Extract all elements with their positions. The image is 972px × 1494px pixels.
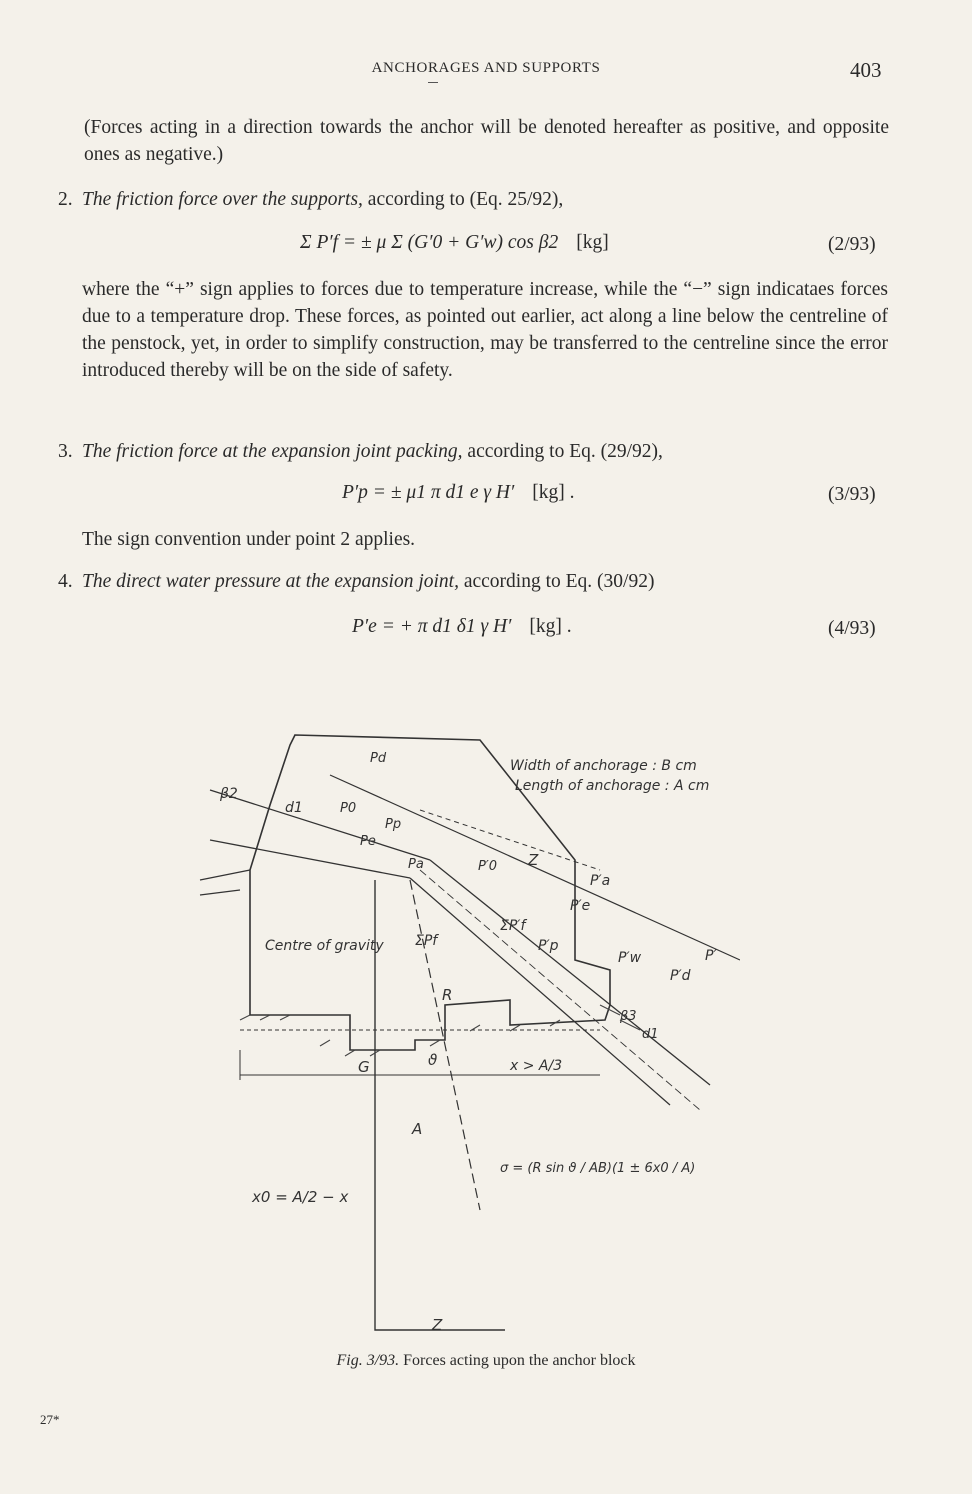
label-pe-top: Pe <box>360 834 376 849</box>
label-length: Length of anchorage : A cm <box>515 778 710 794</box>
equation-body: P′p = ± μ1 π d1 e γ H′ <box>342 482 515 503</box>
label-centre: Centre of gravity <box>265 938 384 954</box>
label-r: R <box>442 986 453 1004</box>
label-x0: x0 = A/2 − x <box>252 1188 349 1206</box>
label-sum-pf-left: ΣPf <box>415 933 438 949</box>
label-beta3: β3 <box>620 1009 637 1024</box>
equation-number: (4/93) <box>828 618 876 639</box>
dash-z <box>420 810 600 870</box>
item-lead: according to Eq. (30/92) <box>458 571 655 592</box>
equation-body: P′e = + π d1 δ1 γ H′ <box>352 616 512 637</box>
label-z-bottom: Z <box>432 1316 443 1334</box>
signature-mark: 27* <box>40 1412 60 1427</box>
anchor-block-figure <box>180 720 740 1350</box>
label-z-top: Z <box>528 851 539 869</box>
label-pp-prime: P′ <box>705 948 717 964</box>
item-title: The direct water pressure at the expansion joint, <box>82 571 459 592</box>
item-3 <box>58 438 898 468</box>
label-pp: P′p <box>538 938 559 954</box>
label-sigma: σ = (R sin ϑ / AB)(1 ± 6x0 / A) <box>500 1161 696 1176</box>
item-title: The friction force over the supports, <box>82 189 363 210</box>
item-3-text: The sign convention under point 2 applies. <box>82 529 416 550</box>
item-lead: according to Eq. (29/92), <box>462 441 663 462</box>
label-beta2: β2 <box>220 786 238 802</box>
intro-paragraph: (Forces acting in a direction towards the anchor will be denoted hereafter as positive, and opposite ones as negative.) <box>84 117 889 165</box>
label-pp-top: Pp <box>385 817 402 832</box>
label-d1-right: d1 <box>642 1027 659 1042</box>
equation-unit: [kg] <box>576 232 609 253</box>
equation-2 <box>300 232 609 254</box>
penstock-centre-right <box>420 870 700 1110</box>
item-heading <box>82 438 892 465</box>
label-theta: ϑ <box>428 1051 438 1069</box>
label-sum-pf: ΣP′f <box>500 918 526 934</box>
page-number: 403 <box>850 58 882 82</box>
equation-number: (3/93) <box>828 484 876 505</box>
label-pe: P′e <box>570 898 591 914</box>
item-heading <box>82 568 892 595</box>
equation-unit: [kg] . <box>532 482 575 503</box>
penstock-right-top <box>430 860 710 1085</box>
label-d1-left: d1 <box>285 800 303 816</box>
equation-body: Σ P′f = ± μ Σ (G′0 + G′w) cos β2 <box>300 232 559 253</box>
item-heading <box>82 186 892 213</box>
running-head: ANCHORAGES AND SUPPORTS <box>371 60 601 76</box>
label-width: Width of anchorage : B cm <box>510 758 697 774</box>
caption-fig: Fig. 3/93. <box>336 1352 400 1369</box>
item-number: 4. <box>58 571 73 592</box>
equation-unit: [kg] . <box>529 616 572 637</box>
caption-text: Forces acting upon the anchor block <box>399 1352 636 1369</box>
force-polygon-vertical <box>375 880 505 1330</box>
label-pw: P′w <box>618 950 642 966</box>
label-p0-top: P0 <box>340 801 357 816</box>
label-pd: P′d <box>670 968 691 984</box>
label-a: A <box>412 1120 423 1138</box>
item-title: The friction force at the expansion joint packing, <box>82 441 463 462</box>
label-pa-top: Pa <box>408 857 424 872</box>
label-pa: P′a <box>590 873 611 889</box>
header-dash <box>428 82 438 83</box>
item-number: 2. <box>58 189 73 210</box>
equation-number: (2/93) <box>828 234 876 255</box>
item-4 <box>58 568 898 598</box>
label-pd-top: Pd <box>370 751 387 766</box>
item-number: 3. <box>58 441 73 462</box>
ground-left <box>200 870 250 895</box>
item-lead: according to (Eq. 25/92), <box>362 189 564 210</box>
label-x-cond: x > A/3 <box>510 1058 563 1074</box>
item-2-text: where the “+” sign applies to forces due to temperature increase, while the “−” sign indicataes forces due to a temperature drop. These forces, as pointed out earlier, act along a line below the centreline of the penstock, yet, in order to simplify construction, may be transferred to the centreline since the error introduced thereby will be on the side of safety. <box>82 279 888 381</box>
equation-3 <box>342 482 575 504</box>
label-g: G <box>358 1058 370 1076</box>
figure-caption <box>0 1352 972 1370</box>
label-p0-mid: P′0 <box>478 859 498 874</box>
equation-4 <box>352 616 572 638</box>
